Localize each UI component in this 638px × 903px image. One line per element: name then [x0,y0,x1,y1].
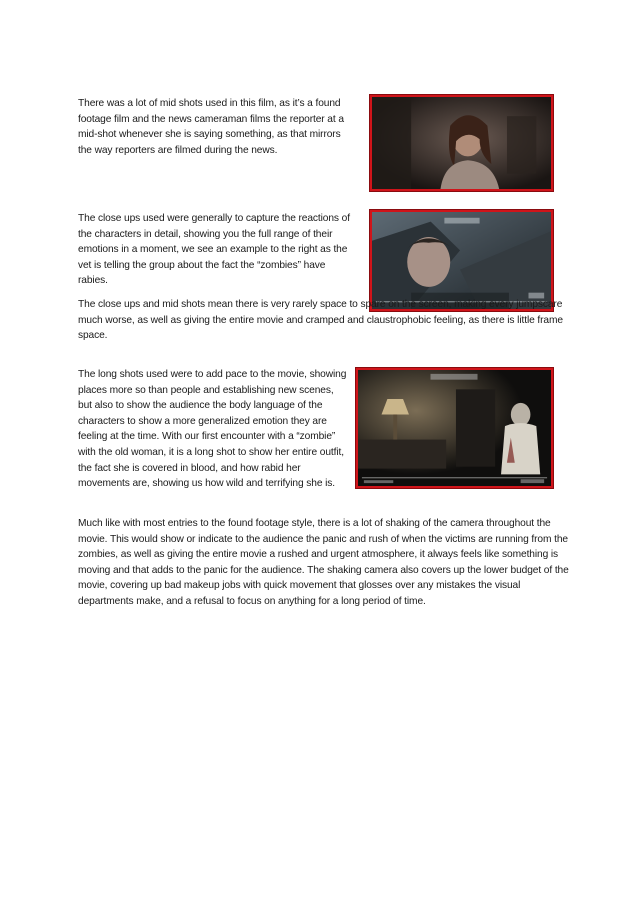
paragraph-shaking-camera: Much like with most entries to the found footage style, there is a lot of shaking of the camera throughout the movie. This would show or indicate to the audience the panic and rush of when the victims are running from the zombies, as well as giving the entire movie a rushed and urgent atmosphere, it always feels like something is moving and that adds to the panic for the audience. The shaking camera also covers up the lower budget of the movie, covering up bad makeup jobs with quick movement that glosses over any mistakes the visual departments make, and a refusal to focus on anything for a long period of time. [78,518,569,607]
film-still-vet-image [372,212,551,309]
film-still-old-woman-image [358,370,551,486]
paragraph-long-shots: The long shots used were to add pace to the movie, showing places more so than people and establishing new scenes, but also to show the audience the body language of the characters to show a more generalized emotion they are feeling at the time. With our first encounter with a “zombie” with the old woman, it is a long shot to show her entire outfit, the fact she is covered in blood, and how rabid her movements are, showing us how wild and terrifying she is. [78,369,347,490]
image-frame-old-woman [356,368,553,488]
paragraph-close-ups: The close ups used were generally to capture the reactions of the characters in detail, showing you the full range of their emotions in a moment, we see an example to the right as the vet is telling the group about the fact the “zombies” have rabies. [78,213,350,287]
image-frame-vet [370,210,553,311]
film-still-reporter-image [372,97,551,189]
paragraph-claustrophobic: The close ups and mid shots mean there is very rarely space to spare on the screen, making every jumpscare much worse, as well as giving the entire movie and cramped and claustrophobic feeling, as there is little frame space. [78,299,563,342]
image-frame-reporter [370,95,553,191]
paragraph-mid-shots: There was a lot of mid shots used in this film, as it’s a found footage film and the news cameraman films the reporter at a mid-shot whenever she is saying something, as that mirrors the way reporters are filmed during the news. [78,98,344,156]
